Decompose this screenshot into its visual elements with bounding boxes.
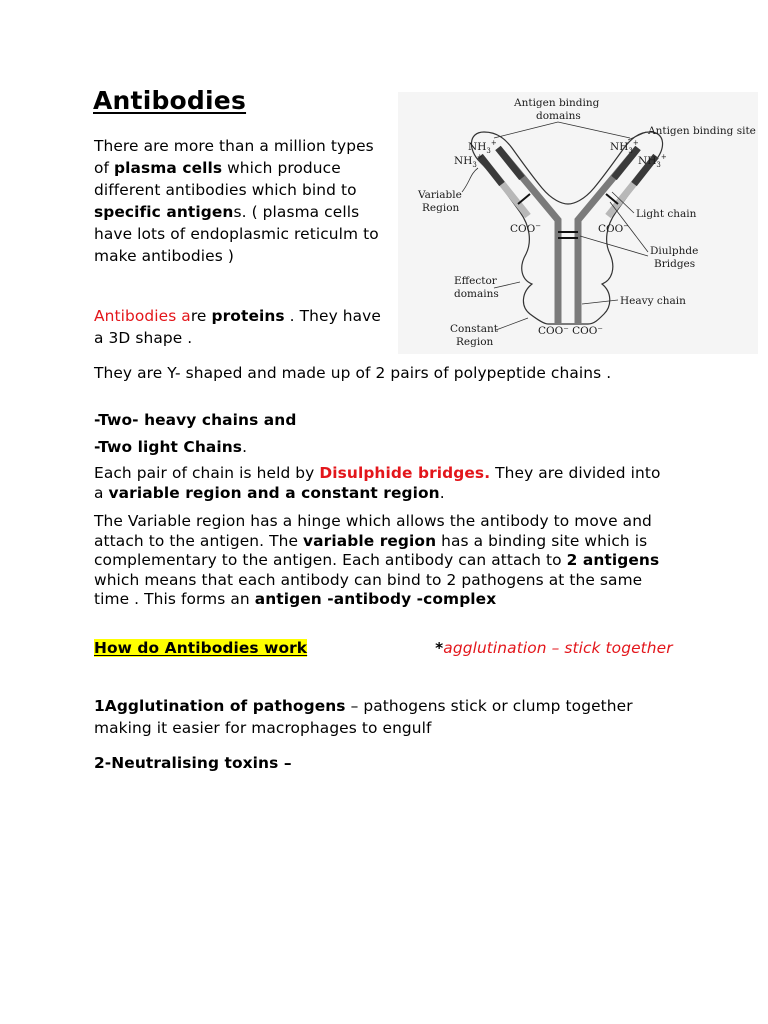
variable-text-1: The Variable region has a hinge which allows the antibody to move and attach to the antigen. The	[94, 512, 652, 550]
disulphide-paragraph	[94, 464, 669, 503]
antibody-diagram	[398, 92, 758, 354]
intro-plasma-cells: plasma cells	[114, 159, 223, 177]
label-variable-region-2: Region	[422, 202, 460, 214]
light-chains-period: .	[242, 438, 248, 456]
variable-region-paragraph	[94, 512, 674, 610]
variable-constant-bold: variable region and a constant region	[108, 483, 440, 502]
neutralising-line: 2-Neutralising toxins –	[94, 754, 292, 772]
disulphide-bridges-text: Disulphide bridges.	[319, 464, 491, 482]
intro-text-3: s	[233, 203, 242, 221]
label-light-chain: Light chain	[636, 208, 697, 220]
two-antigens-bold: 2 antigens	[566, 551, 660, 569]
label-antigen-binding-site: Antigen binding site	[648, 125, 756, 137]
label-coo-pair: COO⁻ COO⁻	[538, 325, 603, 337]
how-paragraph	[94, 637, 674, 659]
agglutination-text: – pathogens stick or clump together making it easier for macrophages to engulf	[94, 697, 633, 737]
label-nh3-left-2: $NH_3^+$	[454, 153, 483, 169]
heavy-chains-line: -Two- heavy chains and	[94, 411, 297, 429]
proteins-bold: proteins	[211, 307, 285, 325]
label-antigen-binding-domains-1: Antigen binding	[514, 97, 600, 109]
label-nh3-right-2: $NH_3^+$	[638, 153, 667, 169]
disulphide-bridge-left	[518, 194, 530, 204]
how-heading: How do Antibodies work	[94, 639, 308, 657]
pair-text-3: .	[439, 483, 445, 502]
page-title: Antibodies	[93, 86, 247, 115]
intro-text-2: which produce different antibodies which bind to	[94, 159, 357, 199]
label-coo-left: COO−	[510, 222, 542, 235]
proteins-paragraph	[94, 305, 390, 349]
yshape-paragraph: They are Y- shaped and made up of 2 pairs of polypeptide chains .	[94, 364, 612, 382]
label-variable-region-1: Variable	[418, 189, 462, 201]
label-coo-right: COO−	[598, 222, 630, 235]
variable-text-3: which means that each antibody can bind to 2 pathogens at the same time . This forms an	[94, 570, 643, 608]
agglutination-note: agglutination – stick together	[443, 639, 673, 657]
how-star: *	[435, 639, 444, 657]
label-effector-1: Effector	[454, 275, 497, 287]
heavy-chain-left	[498, 148, 558, 324]
label-constant-1: Constant	[450, 323, 498, 335]
pair-text-1: Each pair of chain is held by	[94, 464, 320, 482]
label-effector-2: domains	[454, 288, 499, 300]
label-diulphde-2: Bridges	[654, 258, 696, 270]
proteins-text-red: Antibodies a	[94, 307, 191, 325]
intro-paragraph	[94, 135, 384, 267]
label-constant-2: Region	[456, 336, 494, 348]
light-chains-line	[94, 436, 247, 458]
label-antigen-binding-domains-2: domains	[536, 110, 581, 122]
agglutination-paragraph	[94, 695, 654, 739]
variable-region-bold: variable region	[303, 531, 437, 550]
proteins-text-2: . They have a 3D shape .	[94, 307, 381, 347]
intro-text-4: . ( plasma cells have lots of endoplasmic reticulm to make antibodies )	[94, 203, 379, 265]
label-heavy-chain: Heavy chain	[620, 295, 686, 307]
antibody-diagram-svg	[398, 92, 758, 354]
intro-specific-antigen: specific antigen	[94, 203, 234, 221]
proteins-text-1: re	[190, 307, 212, 325]
label-nh3-right-1: $NH_3^+$	[610, 139, 639, 155]
agglutination-bold: 1Agglutination of pathogens	[94, 697, 346, 715]
complex-bold: antigen -antibody -complex	[254, 590, 497, 608]
label-diulphde-1: Diulphde	[650, 245, 699, 257]
pair-text-2: They are divided into a	[94, 464, 661, 502]
variable-text-2: has a binding site which is complementary to the antigen. Each antibody can attach to	[94, 531, 648, 569]
intro-text-1: There are more than a million types of	[94, 137, 374, 177]
light-chains-bold: -Two light Chains	[94, 438, 243, 456]
label-nh3-left-1: $NH_3^+$	[468, 139, 497, 155]
